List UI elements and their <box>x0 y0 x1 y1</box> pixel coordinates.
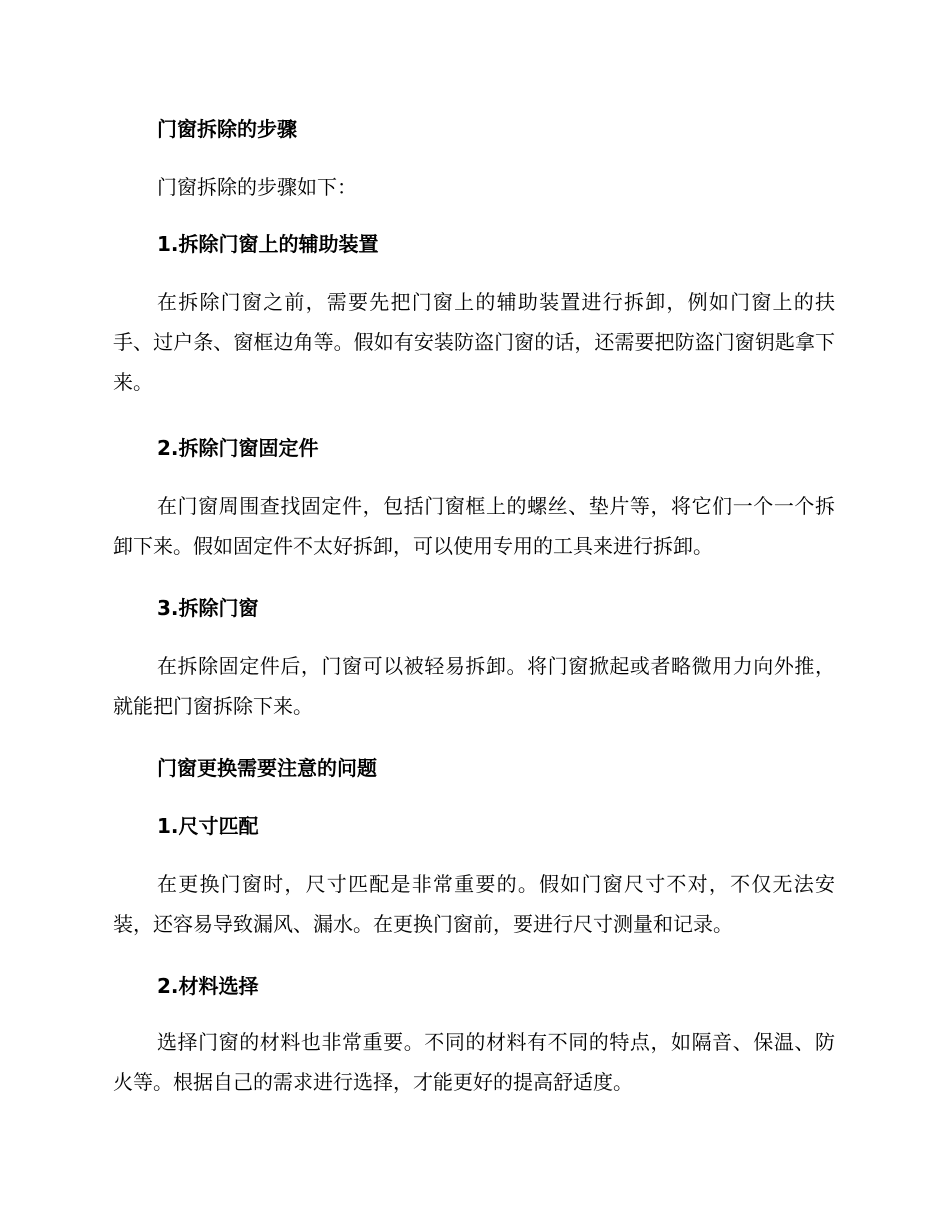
step-heading-2: 2.拆除门窗固定件 <box>157 436 319 460</box>
section-intro: 门窗拆除的步骤如下： <box>157 175 357 199</box>
section-heading-removal-steps: 门窗拆除的步骤 <box>157 117 297 141</box>
step-paragraph-1: 在拆除门窗之前，需要先把门窗上的辅助装置进行拆卸，例如门窗上的扶手、过户条、窗框边角等。假如有安装防盗门窗的话，还需要把防盗门窗钥匙拿下来。 <box>113 290 835 394</box>
step-paragraph-2: 在门窗周围查找固定件，包括门窗框上的螺丝、垫片等，将它们一个一个拆卸下来。假如固定件不太好拆卸，可以使用专用的工具来进行拆卸。 <box>113 494 835 558</box>
note-paragraph-1: 在更换门窗时，尺寸匹配是非常重要的。假如门窗尺寸不对，不仅无法安装，还容易导致漏风、漏水。在更换门窗前，要进行尺寸测量和记录。 <box>113 872 835 936</box>
note-heading-2: 2.材料选择 <box>157 974 259 998</box>
note-paragraph-2: 选择门窗的材料也非常重要。不同的材料有不同的特点，如隔音、保温、防火等。根据自己的需求进行选择，才能更好的提高舒适度。 <box>113 1030 835 1094</box>
step-heading-3: 3.拆除门窗 <box>157 596 259 620</box>
step-heading-1: 1.拆除门窗上的辅助装置 <box>157 232 379 256</box>
step-paragraph-3: 在拆除固定件后，门窗可以被轻易拆卸。将门窗掀起或者略微用力向外推，就能把门窗拆除下来。 <box>113 654 835 718</box>
section-heading-replacement-notes: 门窗更换需要注意的问题 <box>157 756 377 780</box>
note-heading-1: 1.尺寸匹配 <box>157 814 259 838</box>
